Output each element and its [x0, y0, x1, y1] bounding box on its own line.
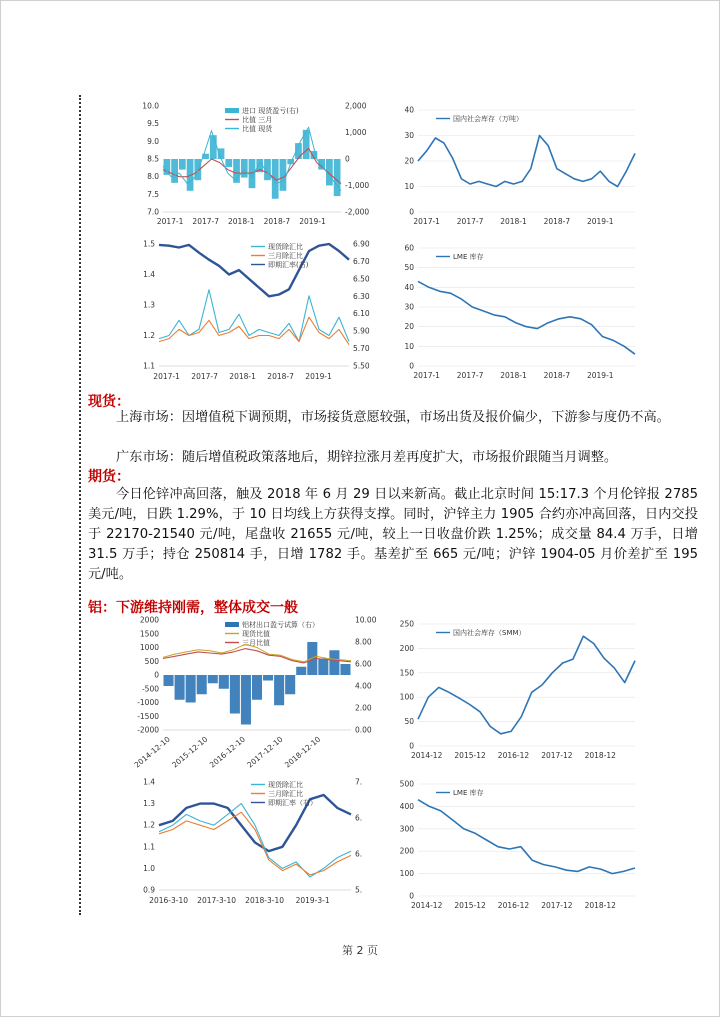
- y-tick-label: 10.0: [142, 101, 159, 111]
- x-tick-label: 2017-1: [156, 217, 184, 226]
- legend-label: 铝材出口盈亏试算（右）: [242, 621, 319, 629]
- x-tick-label: 2017-3-10: [197, 896, 237, 905]
- x-tick-label: 2019-1: [586, 217, 614, 226]
- x-tick-label: 2015-12: [454, 901, 486, 910]
- bar-mark: [164, 675, 174, 686]
- bar-mark: [303, 130, 310, 159]
- y2-tick-label: 4.00: [355, 681, 372, 691]
- y-tick-label: 2000: [139, 615, 159, 625]
- series-line: [418, 281, 635, 354]
- legend-label: LME 库存: [453, 253, 484, 261]
- bar-mark: [241, 159, 248, 178]
- bar-mark: [340, 664, 350, 675]
- y-tick-label: 1500: [139, 629, 159, 639]
- y-tick-label: 200: [399, 643, 414, 653]
- alu-social-inventory-chart: [398, 614, 643, 764]
- bar-mark: [318, 659, 328, 676]
- x-tick-label: 2018-1: [229, 372, 256, 381]
- bar-mark: [296, 667, 306, 675]
- y-tick-label: 1.2: [143, 820, 155, 830]
- legend-label: 三月除汇比: [268, 252, 303, 260]
- series-line: [418, 800, 635, 874]
- series-line-fx: [159, 244, 349, 296]
- y2-tick-label: -2,000: [345, 207, 370, 217]
- y-tick-label: 10: [404, 182, 414, 191]
- x-tick-label: 2018-12-10: [283, 734, 323, 770]
- y2-tick-label: 5.50: [353, 361, 370, 371]
- bar-mark: [334, 159, 341, 196]
- y-tick-label: 200: [399, 846, 414, 856]
- legend-label: 现货除汇比: [268, 243, 303, 251]
- x-tick-label: 2018-7: [543, 217, 571, 226]
- y2-tick-label: 6.10: [353, 309, 370, 319]
- y2-tick-label: 1,000: [345, 128, 367, 137]
- y2-tick-label: 6.90: [353, 239, 370, 249]
- bar-mark: [179, 159, 186, 170]
- futures-heading: 期货：: [88, 469, 130, 485]
- y2-tick-label: 2.00: [355, 703, 372, 713]
- bar-mark: [208, 675, 218, 683]
- y-tick-label: 20: [404, 322, 414, 332]
- x-tick-label: 2015-12: [454, 751, 486, 760]
- x-tick-label: 2018-1: [228, 217, 255, 226]
- y-tick-label: 1.4: [143, 777, 155, 787]
- alu-export-ratio-chart: [133, 614, 383, 770]
- x-tick-label: 2017-12-10: [245, 734, 285, 770]
- y2-tick-label: 5.90: [353, 326, 370, 336]
- bar-mark: [274, 675, 284, 705]
- x-tick-label: 2014-12: [411, 901, 443, 910]
- bar-mark: [186, 675, 196, 703]
- legend-label: 即期汇率(右): [268, 261, 309, 269]
- y2-tick-label: 0.00: [355, 725, 372, 735]
- x-tick-label: 2017-1: [153, 372, 180, 381]
- x-tick-label: 2016-12: [497, 751, 530, 760]
- x-tick-label: 2018-7: [267, 372, 294, 381]
- y-tick-label: 500: [144, 656, 159, 666]
- x-tick-label: 2016-12-10: [207, 734, 248, 770]
- y-tick-label: -1500: [137, 711, 159, 721]
- spot-heading: 现货：: [88, 394, 130, 410]
- y2-tick-label: 10.00: [355, 615, 377, 625]
- y2-tick-label: 6.30: [353, 291, 370, 301]
- y2-tick-label: 6.: [355, 849, 363, 859]
- y-tick-label: 1000: [139, 643, 159, 652]
- zinc-fx-ratio-chart: [133, 236, 381, 384]
- x-tick-label: 2019-1: [299, 217, 326, 226]
- x-tick-label: 2017-12: [541, 901, 573, 910]
- y-tick-label: 40: [404, 282, 414, 292]
- x-tick-label: 2018-7: [263, 217, 291, 226]
- legend-swatch: [225, 108, 239, 113]
- series-line-spot: [159, 804, 351, 877]
- y-tick-label: 20: [404, 156, 414, 166]
- zinc-import-ratio-chart: [133, 100, 373, 230]
- bar-mark: [252, 675, 262, 700]
- x-tick-label: 2017-7: [191, 372, 218, 381]
- y2-tick-label: 8.00: [355, 637, 372, 647]
- x-tick-label: 2019-1: [305, 372, 332, 381]
- x-tick-label: 2019-3-1: [295, 896, 330, 905]
- guangdong-market-text: 广东市场：随后增值税政策落地后，期锌拉涨月差再度扩大，市场报价跟随当月调整。: [116, 450, 618, 465]
- legend-label: 进口 现货盈亏(右): [242, 107, 299, 115]
- y-tick-label: 10: [404, 341, 414, 351]
- y2-tick-label: -1,000: [345, 181, 370, 190]
- x-tick-label: 2016-3-10: [149, 896, 189, 905]
- y-tick-label: 300: [399, 824, 414, 834]
- legend-label: 三月比值: [242, 639, 270, 647]
- y2-tick-label: 7.: [355, 777, 363, 787]
- legend-label: 现货比值: [242, 630, 270, 638]
- x-tick-label: 2018-1: [500, 217, 527, 226]
- x-tick-label: 2017-1: [413, 217, 440, 226]
- dotted-margin-rule: [79, 95, 81, 915]
- page-number: 第 2 页: [342, 944, 378, 957]
- x-tick-label: 2018-12: [584, 751, 616, 760]
- x-tick-label: 2017-7: [192, 217, 220, 226]
- x-tick-label: 2017-1: [413, 371, 440, 380]
- y-tick-label: 1.3: [143, 300, 155, 310]
- bar-mark: [241, 675, 251, 725]
- y2-tick-label: 5.: [355, 885, 363, 895]
- alu-lme-inventory-chart: [398, 774, 643, 914]
- x-tick-label: 2018-1: [500, 371, 527, 380]
- y-tick-label: 60: [404, 243, 414, 253]
- y2-tick-label: 6.00: [355, 659, 372, 669]
- bar-mark: [285, 675, 295, 694]
- legend-label: 比值 现货: [242, 125, 273, 133]
- x-tick-label: 2019-1: [586, 371, 614, 380]
- x-tick-label: 2018-7: [543, 371, 571, 380]
- legend-label: 国内社会库存（SMM）: [453, 629, 526, 637]
- y-tick-label: 100: [399, 869, 414, 879]
- x-tick-label: 2017-7: [456, 217, 484, 226]
- y-tick-label: 1.3: [143, 799, 155, 809]
- bar-mark: [263, 675, 273, 681]
- series-line-fx: [159, 795, 351, 851]
- y-tick-label: 9.5: [147, 119, 159, 129]
- zinc-lme-inventory-chart: [398, 238, 643, 384]
- y-tick-label: 8.0: [147, 172, 159, 182]
- y-tick-label: 1.1: [143, 842, 155, 852]
- y2-tick-label: 5.70: [353, 344, 370, 354]
- legend-label: 即期汇率（右）: [268, 799, 317, 807]
- y2-tick-label: 6.: [355, 813, 363, 823]
- aluminum-heading: 铝：下游维持刚需，整体成交一般: [88, 600, 298, 616]
- x-tick-label: 2015-12-10: [170, 734, 210, 770]
- y-tick-label: 9.0: [147, 136, 159, 146]
- x-tick-label: 2014-12-10: [133, 734, 172, 770]
- x-tick-label: 2016-12: [497, 901, 530, 910]
- y-tick-label: 40: [404, 105, 414, 115]
- y-tick-label: 1.2: [143, 331, 155, 340]
- y-tick-label: 7.0: [147, 207, 159, 217]
- y-tick-label: 0: [154, 670, 159, 680]
- y-tick-label: -500: [141, 684, 159, 694]
- bar-mark: [197, 675, 207, 694]
- legend-label: 比值 三月: [242, 116, 273, 124]
- legend-label: 现货除汇比: [268, 781, 303, 789]
- y-tick-label: 0: [409, 741, 414, 751]
- bar-mark: [225, 159, 232, 167]
- legend-label: 三月除汇比: [268, 790, 303, 798]
- legend-label: LME 库存: [453, 789, 484, 797]
- y-tick-label: 400: [399, 801, 414, 811]
- y-tick-label: 100: [399, 692, 414, 702]
- bar-mark: [171, 159, 178, 183]
- y-tick-label: 150: [399, 668, 414, 678]
- y-tick-label: 1.5: [143, 239, 155, 249]
- x-tick-label: 2017-7: [456, 371, 484, 380]
- y-tick-label: 30: [404, 302, 414, 312]
- y-tick-label: 0.9: [143, 885, 155, 895]
- y-tick-label: 7.5: [147, 189, 159, 199]
- x-tick-label: 2018-12: [584, 901, 616, 910]
- y-tick-label: 0: [409, 361, 414, 371]
- y-tick-label: -1000: [137, 698, 159, 707]
- y-tick-label: 8.5: [147, 154, 159, 164]
- y-tick-label: 1.4: [143, 270, 155, 279]
- y-tick-label: 0: [409, 891, 414, 901]
- x-tick-label: 2014-12: [411, 751, 443, 760]
- bar-mark: [329, 650, 339, 675]
- futures-text: 今日伦锌冲高回落，触及 2018 年 6 月 29 日以来新高。截止北京时间 15:17.3 个月伦锌报 2785 美元/吨，日跌 1.29%，于 10 日均线上方获得支撑。同时，沪锌主力 1905 合约亦冲高回落，日内交投于 22170-21540 元/吨，尾盘收 21655 元/吨，较上一日收盘价跌 1.25%；成交量 84.4 万手，日增 31.5 万手；持仓 250814 手，日增 1782 手。基差扩至 665 元/吨；沪锌 1904-05 月价差扩至 195 元/吨。: [88, 487, 698, 582]
- x-tick-label: 2017-12: [541, 751, 573, 760]
- bar-mark: [175, 675, 185, 700]
- bar-mark: [219, 675, 229, 689]
- x-tick-label: 2018-3-10: [245, 896, 285, 905]
- legend-label: 国内社会库存（万吨）: [453, 115, 523, 123]
- y-tick-label: 1.0: [143, 863, 155, 873]
- y-tick-label: 50: [404, 263, 414, 273]
- y-tick-label: 1.1: [143, 361, 155, 371]
- y-tick-label: 250: [399, 619, 414, 629]
- y-tick-label: 30: [404, 131, 414, 140]
- y2-tick-label: 2,000: [345, 101, 367, 111]
- y2-tick-label: 0: [345, 154, 350, 164]
- bar-mark: [230, 675, 240, 714]
- bar-mark: [210, 135, 217, 159]
- y-tick-label: 0: [409, 207, 414, 217]
- legend-swatch: [225, 622, 239, 627]
- y-tick-label: -2000: [137, 725, 159, 735]
- y2-tick-label: 6.50: [353, 274, 370, 284]
- zinc-social-inventory-chart: [398, 100, 643, 230]
- y-tick-label: 50: [404, 717, 414, 727]
- y-tick-label: 500: [399, 779, 414, 789]
- shanghai-market-text: 上海市场：因增值税下调预期，市场接货意愿较强，市场出货及报价偏少，下游参与度仍不高。: [116, 410, 670, 425]
- series-line: [418, 636, 635, 734]
- alu-fx-ratio-chart: [133, 774, 383, 908]
- y2-tick-label: 6.70: [353, 256, 370, 266]
